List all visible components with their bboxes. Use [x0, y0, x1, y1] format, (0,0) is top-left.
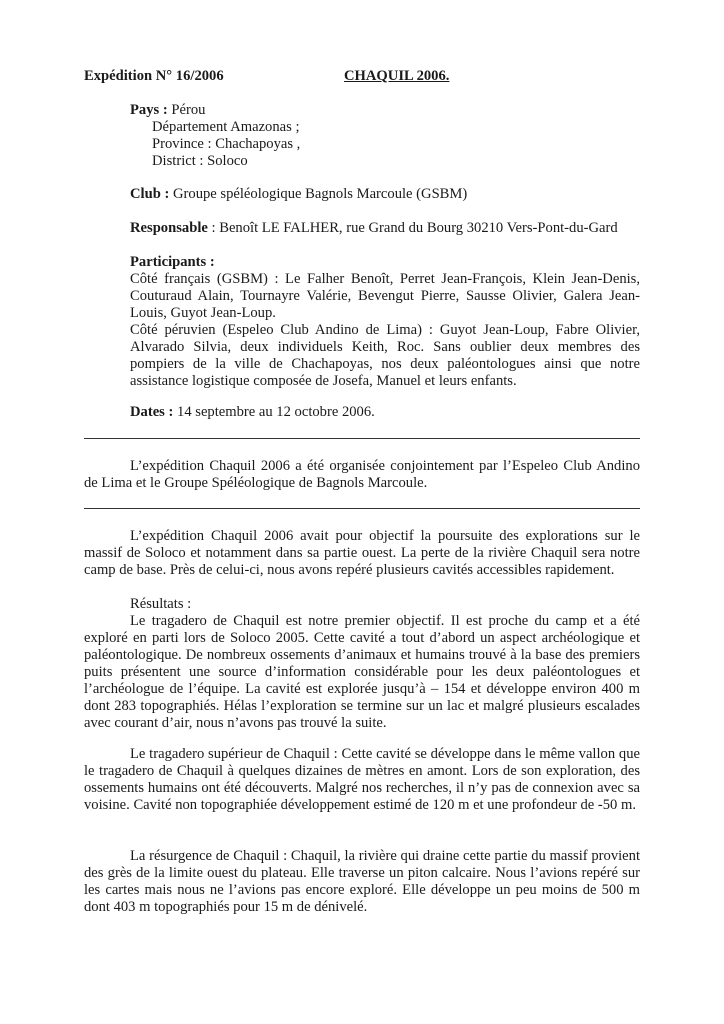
country-value: Pérou — [171, 102, 206, 118]
horizontal-rule — [84, 438, 640, 439]
intro-paragraph: L’expédition Chaquil 2006 a été organisée conjointement par l’Espeleo Club Andino de Lima et le Groupe Spéléologique de Bagnols Marcoule. — [84, 458, 640, 491]
objective-section — [84, 528, 640, 579]
location-block — [130, 102, 640, 170]
participants-french: Côté français (GSBM) : Le Falher Benoît, Perret Jean-François, Klein Jean-Denis, Couturaud Alain, Tournayre Valérie, Bevengut Pierre, Sausse Olivier, Galera Jean-Louis, Guyot Jean-Loup. — [130, 271, 640, 321]
resurgence-section — [84, 848, 640, 916]
results-section — [84, 596, 640, 732]
intro-section — [84, 458, 640, 492]
dates-value: 14 septembre au 12 octobre 2006. — [173, 404, 375, 420]
country-label: Pays : — [130, 102, 168, 118]
district: District : Soloco — [152, 153, 248, 169]
dates-line — [130, 404, 640, 421]
club-line — [130, 186, 640, 203]
resurgence-paragraph: La résurgence de Chaquil : Chaquil, la rivière qui draine cette partie du massif provient des grès de la limite ouest du plateau. Elle traverse un piton calcaire. Nous l’avions repéré sur les cartes mais nous ne l’avions pas encore exploré. Elle développe un peu moins de 500 m dont 403 m topographiés pour 15 m de dénivelé. — [84, 848, 640, 915]
horizontal-rule — [84, 508, 640, 509]
country-line — [130, 102, 640, 119]
objective-paragraph: L’expédition Chaquil 2006 avait pour objectif la poursuite des explorations sur le massif de Soloco et notamment dans sa partie ouest. La perte de la rivière Chaquil sera notre camp de base. Près de celui-ci, nous avons repéré plusieurs cavités accessibles rapidement. — [84, 528, 640, 578]
province: Province : Chachapoyas , — [152, 136, 301, 152]
expedition-number: Expédition N° 16/2006 — [84, 68, 224, 84]
responsible-label: Responsable — [130, 220, 208, 236]
tragadero-paragraph: Le tragadero de Chaquil est notre premier objectif. Il est proche du camp et a été exploré en parti lors de Soloco 2005. Cette cavité a tout d’abord un aspect archéologique et paléontologique. De nombreux ossements d’animaux et humains trouvé à la base des premiers puits présentent une source d’information considérable pour les deux paléontologues et l’archéologue de l’équipe. La cavité est explorée jusqu’à – 154 et développe environ 400 m dont 283 topographiés. Hélas l’exploration se termine sur un lac et malgré plusieurs escalades avec courant d’air, nous n’avons pas trouvé la suite. — [84, 613, 640, 731]
responsible-line — [130, 220, 640, 237]
participants-peruvian: Côté péruvien (Espeleo Club Andino de Lima) : Guyot Jean-Loup, Fabre Olivier, Alvarado Silvia, deux individuels Keith, Roc. Sans oublier deux membres des pompiers de la ville de Chachapoyas, nos deux paléontologues ainsi que notre assistance logistique composée de Josefa, Manuel et leurs enfants. — [130, 322, 640, 389]
department: Département Amazonas ; — [152, 119, 300, 135]
results-label: Résultats : — [130, 596, 192, 612]
dates-label: Dates : — [130, 404, 174, 420]
responsible-value: : Benoît LE FALHER, rue Grand du Bourg 30210 Vers-Pont-du-Gard — [207, 220, 618, 236]
document-title: CHAQUIL 2006. — [344, 68, 450, 84]
participants-label: Participants : — [130, 254, 215, 270]
participants-block — [130, 254, 640, 390]
club-value: Groupe spéléologique Bagnols Marcoule (GSBM) — [173, 186, 468, 202]
upper-tragadero-section — [84, 746, 640, 814]
upper-tragadero-paragraph: Le tragadero supérieur de Chaquil : Cette cavité se développe dans le même vallon que le tragadero de Chaquil à quelques dizaines de mètres en amont. Lors de son exploration, des ossements humains ont été découverts. Malgré nos recherches, il n’y pas de connexion avec sa voisine. Cavité non topographiée développement estimé de 120 m et une profondeur de -50 m. — [84, 746, 640, 813]
club-label: Club : — [130, 186, 170, 202]
